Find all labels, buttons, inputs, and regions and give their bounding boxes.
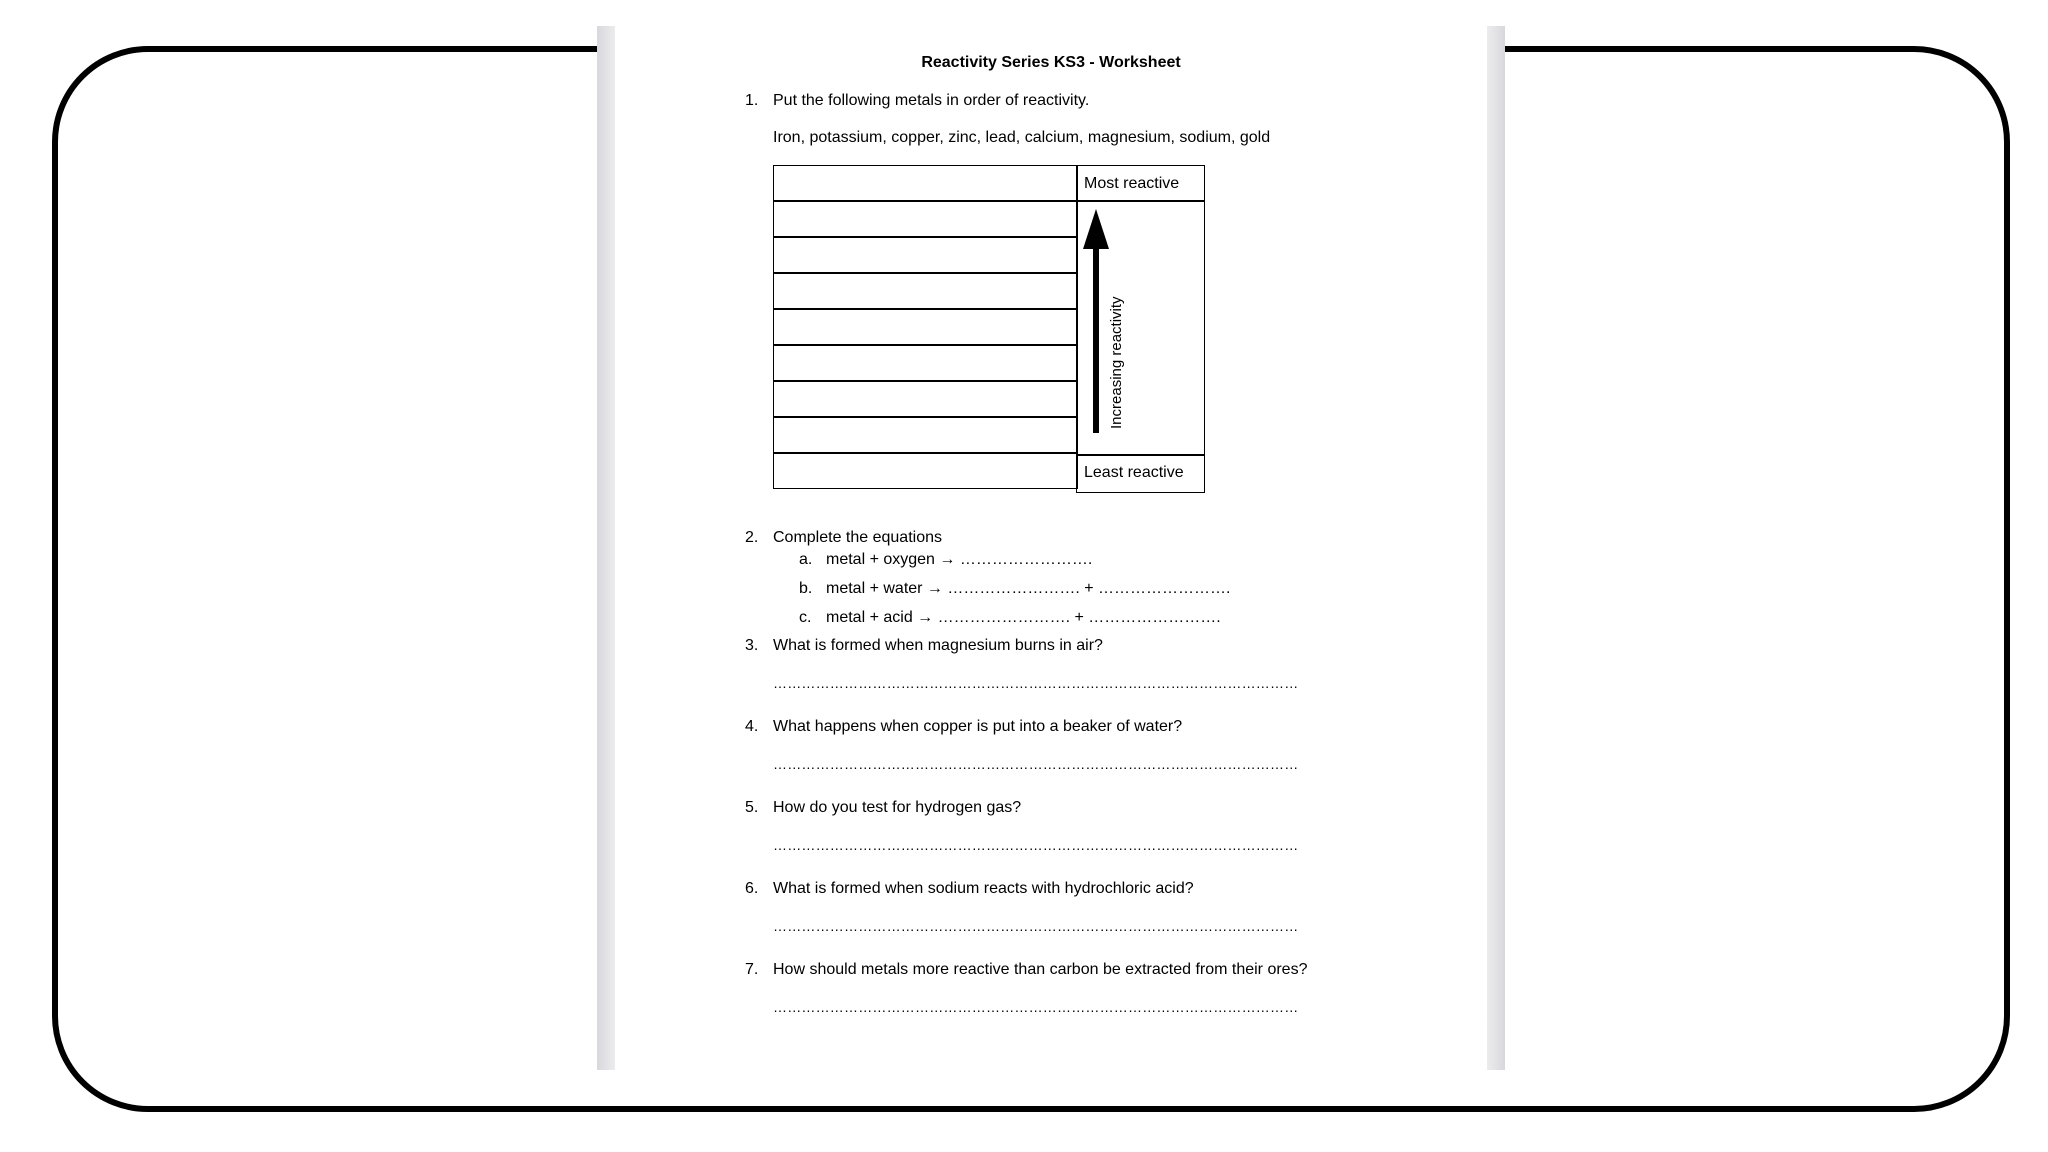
page-edge-right — [1487, 26, 1505, 1070]
answer-line[interactable]: ………………………………………………………………………………………………… — [773, 999, 1299, 1015]
question-2-number: 2. — [745, 529, 759, 546]
up-arrow-icon — [1070, 201, 1196, 455]
page-edge-left — [597, 26, 615, 1070]
question-1-number: 1. — [745, 92, 759, 109]
answer-line[interactable]: ………………………………………………………………………………………………… — [773, 918, 1299, 934]
equation-letter: b. — [799, 580, 813, 597]
question-4-text: What happens when copper is put into a beaker of water? — [773, 718, 1183, 735]
page-title: Reactivity Series KS3 - Worksheet — [921, 54, 1181, 71]
worksheet-page — [615, 26, 1487, 1070]
equation-letter: a. — [799, 551, 813, 568]
answer-cell[interactable] — [773, 309, 1078, 345]
answer-cell[interactable] — [773, 165, 1078, 201]
answer-cell[interactable] — [773, 417, 1078, 453]
increasing-reactivity-label: Increasing reactivity — [1108, 296, 1125, 429]
equation-letter: c. — [799, 609, 812, 626]
answer-cell[interactable] — [773, 453, 1078, 489]
question-3-number: 3. — [745, 637, 759, 654]
question-2-text: Complete the equations — [773, 529, 942, 546]
question-1-text: Put the following metals in order of reactivity. — [773, 92, 1090, 109]
answer-cell[interactable] — [773, 345, 1078, 381]
question-6-text: What is formed when sodium reacts with hydrochloric acid? — [773, 880, 1194, 897]
question-5-number: 5. — [745, 799, 759, 816]
equation-b[interactable]: metal + water → ……………………. + ……………………. — [826, 580, 1231, 597]
question-6-number: 6. — [745, 880, 759, 897]
most-reactive-label: Most reactive — [1076, 165, 1205, 202]
question-4-number: 4. — [745, 718, 759, 735]
equation-c[interactable]: metal + acid → ……………………. + ……………………. — [826, 609, 1221, 626]
metals-list: Iron, potassium, copper, zinc, lead, calcium, magnesium, sodium, gold — [773, 129, 1271, 146]
arrow-column — [1076, 200, 1205, 456]
question-3-text: What is formed when magnesium burns in air? — [773, 637, 1103, 654]
question-7-text: How should metals more reactive than carbon be extracted from their ores? — [773, 961, 1308, 978]
answer-cell[interactable] — [773, 273, 1078, 309]
answer-line[interactable]: ………………………………………………………………………………………………… — [773, 756, 1299, 772]
answer-cell[interactable] — [773, 237, 1078, 273]
answer-line[interactable]: ………………………………………………………………………………………………… — [773, 675, 1299, 691]
least-reactive-label: Least reactive — [1076, 454, 1205, 493]
question-5-text: How do you test for hydrogen gas? — [773, 799, 1022, 816]
question-7-number: 7. — [745, 961, 759, 978]
answer-cell[interactable] — [773, 381, 1078, 417]
answer-cell[interactable] — [773, 201, 1078, 237]
answer-line[interactable]: ………………………………………………………………………………………………… — [773, 837, 1299, 853]
equation-a[interactable]: metal + oxygen → ……………………. — [826, 551, 1093, 568]
reactivity-order-table — [773, 165, 1205, 493]
